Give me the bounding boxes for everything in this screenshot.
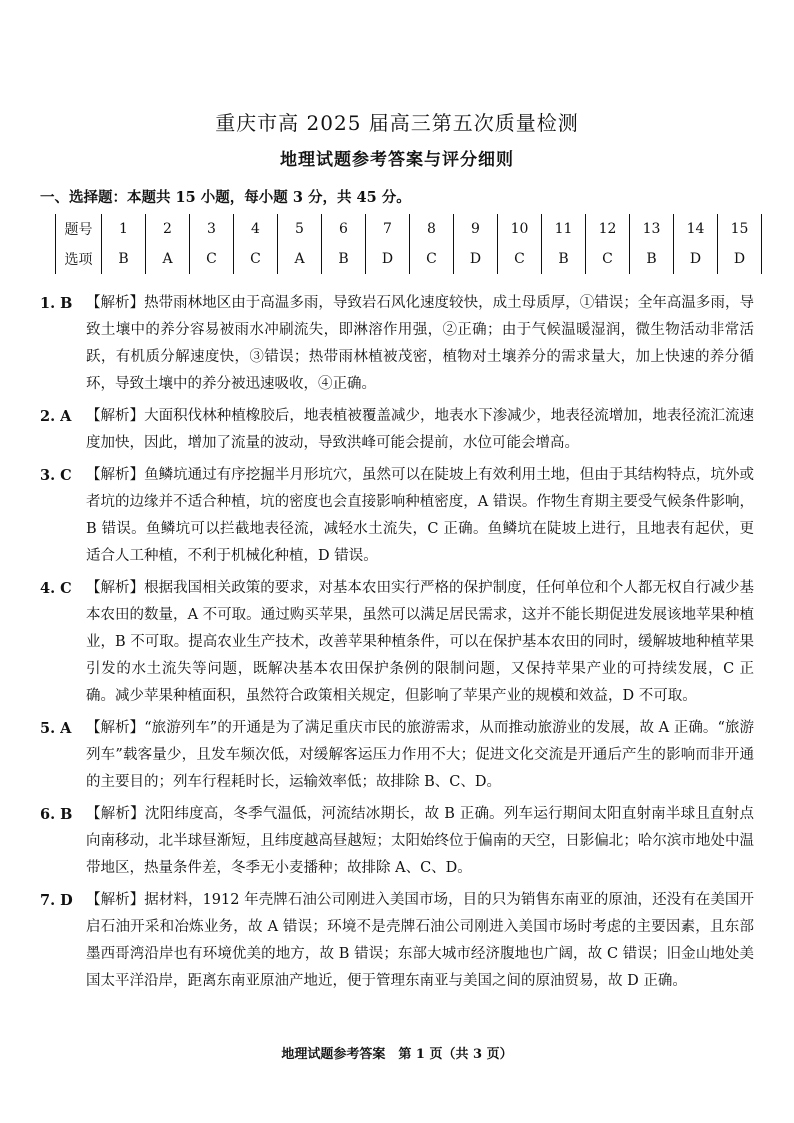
answer-explanation-item <box>40 575 754 710</box>
item-body <box>86 715 754 796</box>
question-number-cell: 12 <box>586 214 630 244</box>
item-body <box>86 290 754 398</box>
question-number-cell: 8 <box>410 214 454 244</box>
answer-option-cell: A <box>278 244 322 274</box>
question-number-cell: 9 <box>454 214 498 244</box>
answer-table-row-label: 选项 <box>56 244 102 274</box>
analysis-label: 【解析】 <box>86 580 145 596</box>
question-number-cell: 6 <box>322 214 366 244</box>
question-number-cell: 2 <box>146 214 190 244</box>
answer-option-cell: C <box>498 244 542 274</box>
answer-explanation-item <box>40 290 754 398</box>
item-body <box>86 575 754 710</box>
item-number: 4. C <box>40 580 72 597</box>
answer-explanation-item <box>40 887 754 995</box>
item-body <box>86 801 754 882</box>
answer-option-cell: D <box>718 244 762 274</box>
analysis-label: 【解析】 <box>86 408 145 424</box>
item-number: 3. C <box>40 467 72 484</box>
answer-option-cell: C <box>586 244 630 274</box>
page-footer: 地理试题参考答案 第 1 页（共 3 页） <box>281 1047 513 1062</box>
question-number-cell: 4 <box>234 214 278 244</box>
question-number-cell: 14 <box>674 214 718 244</box>
analysis-label: 【解析】 <box>86 720 145 736</box>
analysis-text: 根据我国相关政策的要求，对基本农田实行严格的保护制度，任何单位和个人都无权自行减少基本农田的数量，A 不可取。通过购买苹果，虽然可以满足居民需求，这并不能长期促进发展该地苹果种植业，B 不可取。提高农业生产技术，改善苹果种植条件，可以在保护基本农田的同时，缓解坡地种植苹果引发的水土流失等问题，既解决基本农田保护条例的限制问题，又保持苹果产业的可持续发展，C 正确。减少苹果种植面积，虽然符合政策相关规定，但影响了苹果产业的规模和效益，D 不可取。 <box>86 580 755 704</box>
analysis-text: 热带雨林地区由于高温多雨，导致岩石风化速度较快，成土母质厚，①错误；全年高温多雨，导致土壤中的养分容易被雨水冲刷流失，即淋溶作用强，②正确；由于气候温暖湿润，微生物活动非常活跃，有机质分解速度快，③错误；热带雨林植被茂密，植物对土壤养分的需求量大，加上快速的养分循环，导致土壤中的养分被迅速吸收，④正确。 <box>86 295 755 392</box>
analysis-label: 【解析】 <box>86 295 145 311</box>
answer-option-cell: D <box>366 244 410 274</box>
analysis-text: “旅游列车”的开通是为了满足重庆市民的旅游需求，从而推动旅游业的发展，故 A 正确。“旅游列车”载客量少，且发车频次低，对缓解客运压力作用不大；促进文化交流是开通后产生的影响而非开通的主要目的；列车行程耗时长，运输效率低；故排除 B、C、D。 <box>86 720 754 790</box>
answer-table-row-label: 题号 <box>56 214 102 244</box>
page-subtitle: 地理试题参考答案与评分细则 <box>280 150 514 170</box>
item-body <box>86 462 754 570</box>
answer-option-cell: A <box>146 244 190 274</box>
answer-table-number-row <box>56 214 762 244</box>
analysis-label: 【解析】 <box>86 806 145 822</box>
answer-explanation-item <box>40 801 754 882</box>
item-number: 1. B <box>40 295 73 312</box>
page-title: 重庆市高 2025 届高三第五次质量检测 <box>215 111 579 135</box>
answer-option-cell: B <box>630 244 674 274</box>
item-number: 5. A <box>40 720 72 737</box>
question-number-cell: 1 <box>102 214 146 244</box>
answer-explanation-item <box>40 403 754 457</box>
answer-option-cell: C <box>410 244 454 274</box>
answer-option-cell: B <box>542 244 586 274</box>
answer-table-answer-row <box>56 244 762 274</box>
answer-option-cell: D <box>674 244 718 274</box>
question-number-cell: 5 <box>278 214 322 244</box>
analysis-text: 大面积伐林种植橡胶后，地表植被覆盖减少，地表水下渗减少，地表径流增加，地表径流汇流速度加快，因此，增加了流量的波动，导致洪峰可能会提前，水位可能会增高。 <box>86 408 755 451</box>
question-number-cell: 3 <box>190 214 234 244</box>
analysis-text: 鱼鳞坑通过有序挖掘半月形坑穴，虽然可以在陡坡上有效利用土地，但由于其结构特点，坑外或者坑的边缘并不适合种植，坑的密度也会直接影响种植密度，A 错误。作物生育期主要受气候条件影响，B 错误。鱼鳞坑可以拦截地表径流，减轻水土流失，C 正确。鱼鳞坑在陡坡上进行，且地表有起伏，更适合人工种植，不利于机械化种植，D 错误。 <box>86 467 755 564</box>
item-number: 6. B <box>40 806 73 823</box>
answer-explanation-item <box>40 462 754 570</box>
answer-option-cell: C <box>234 244 278 274</box>
answer-explanations <box>40 290 754 1000</box>
item-number: 2. A <box>40 408 72 425</box>
question-number-cell: 15 <box>718 214 762 244</box>
item-body <box>86 403 754 457</box>
answer-option-cell: B <box>102 244 146 274</box>
question-number-cell: 10 <box>498 214 542 244</box>
answer-option-cell: C <box>190 244 234 274</box>
analysis-text: 据材料，1912 年壳牌石油公司刚进入美国市场，目的只为销售东南亚的原油，还没有在美国开启石油开采和冶炼业务，故 A 错误；环境不是壳牌石油公司刚进入美国市场时考虑的主要因素，且东部墨西哥湾沿岸也有环境优美的地方，故 B 错误；东部大城市经济腹地也广阔，故 C 错误；旧金山地处美国太平洋沿岸，距离东南亚原油产地近，便于管理东南亚与美国之间的原油贸易，故 D 正确。 <box>86 892 754 989</box>
answer-table <box>55 214 762 274</box>
section-heading: 一、选择题：本题共 15 小题，每小题 3 分，共 45 分。 <box>40 189 411 206</box>
question-number-cell: 13 <box>630 214 674 244</box>
item-body <box>86 887 754 995</box>
analysis-text: 沈阳纬度高，冬季气温低，河流结冰期长，故 B 正确。列车运行期间太阳直射南半球且直射点向南移动，北半球昼渐短，且纬度越高昼越短；太阳始终位于偏南的天空，日影偏北；哈尔滨市地处中温带地区，热量条件差，冬季无小麦播种；故排除 A、C、D。 <box>86 806 755 876</box>
answer-option-cell: B <box>322 244 366 274</box>
item-number: 7. D <box>40 892 73 909</box>
analysis-label: 【解析】 <box>86 892 145 908</box>
answer-explanation-item <box>40 715 754 796</box>
analysis-label: 【解析】 <box>86 467 145 483</box>
answer-option-cell: D <box>454 244 498 274</box>
question-number-cell: 11 <box>542 214 586 244</box>
question-number-cell: 7 <box>366 214 410 244</box>
